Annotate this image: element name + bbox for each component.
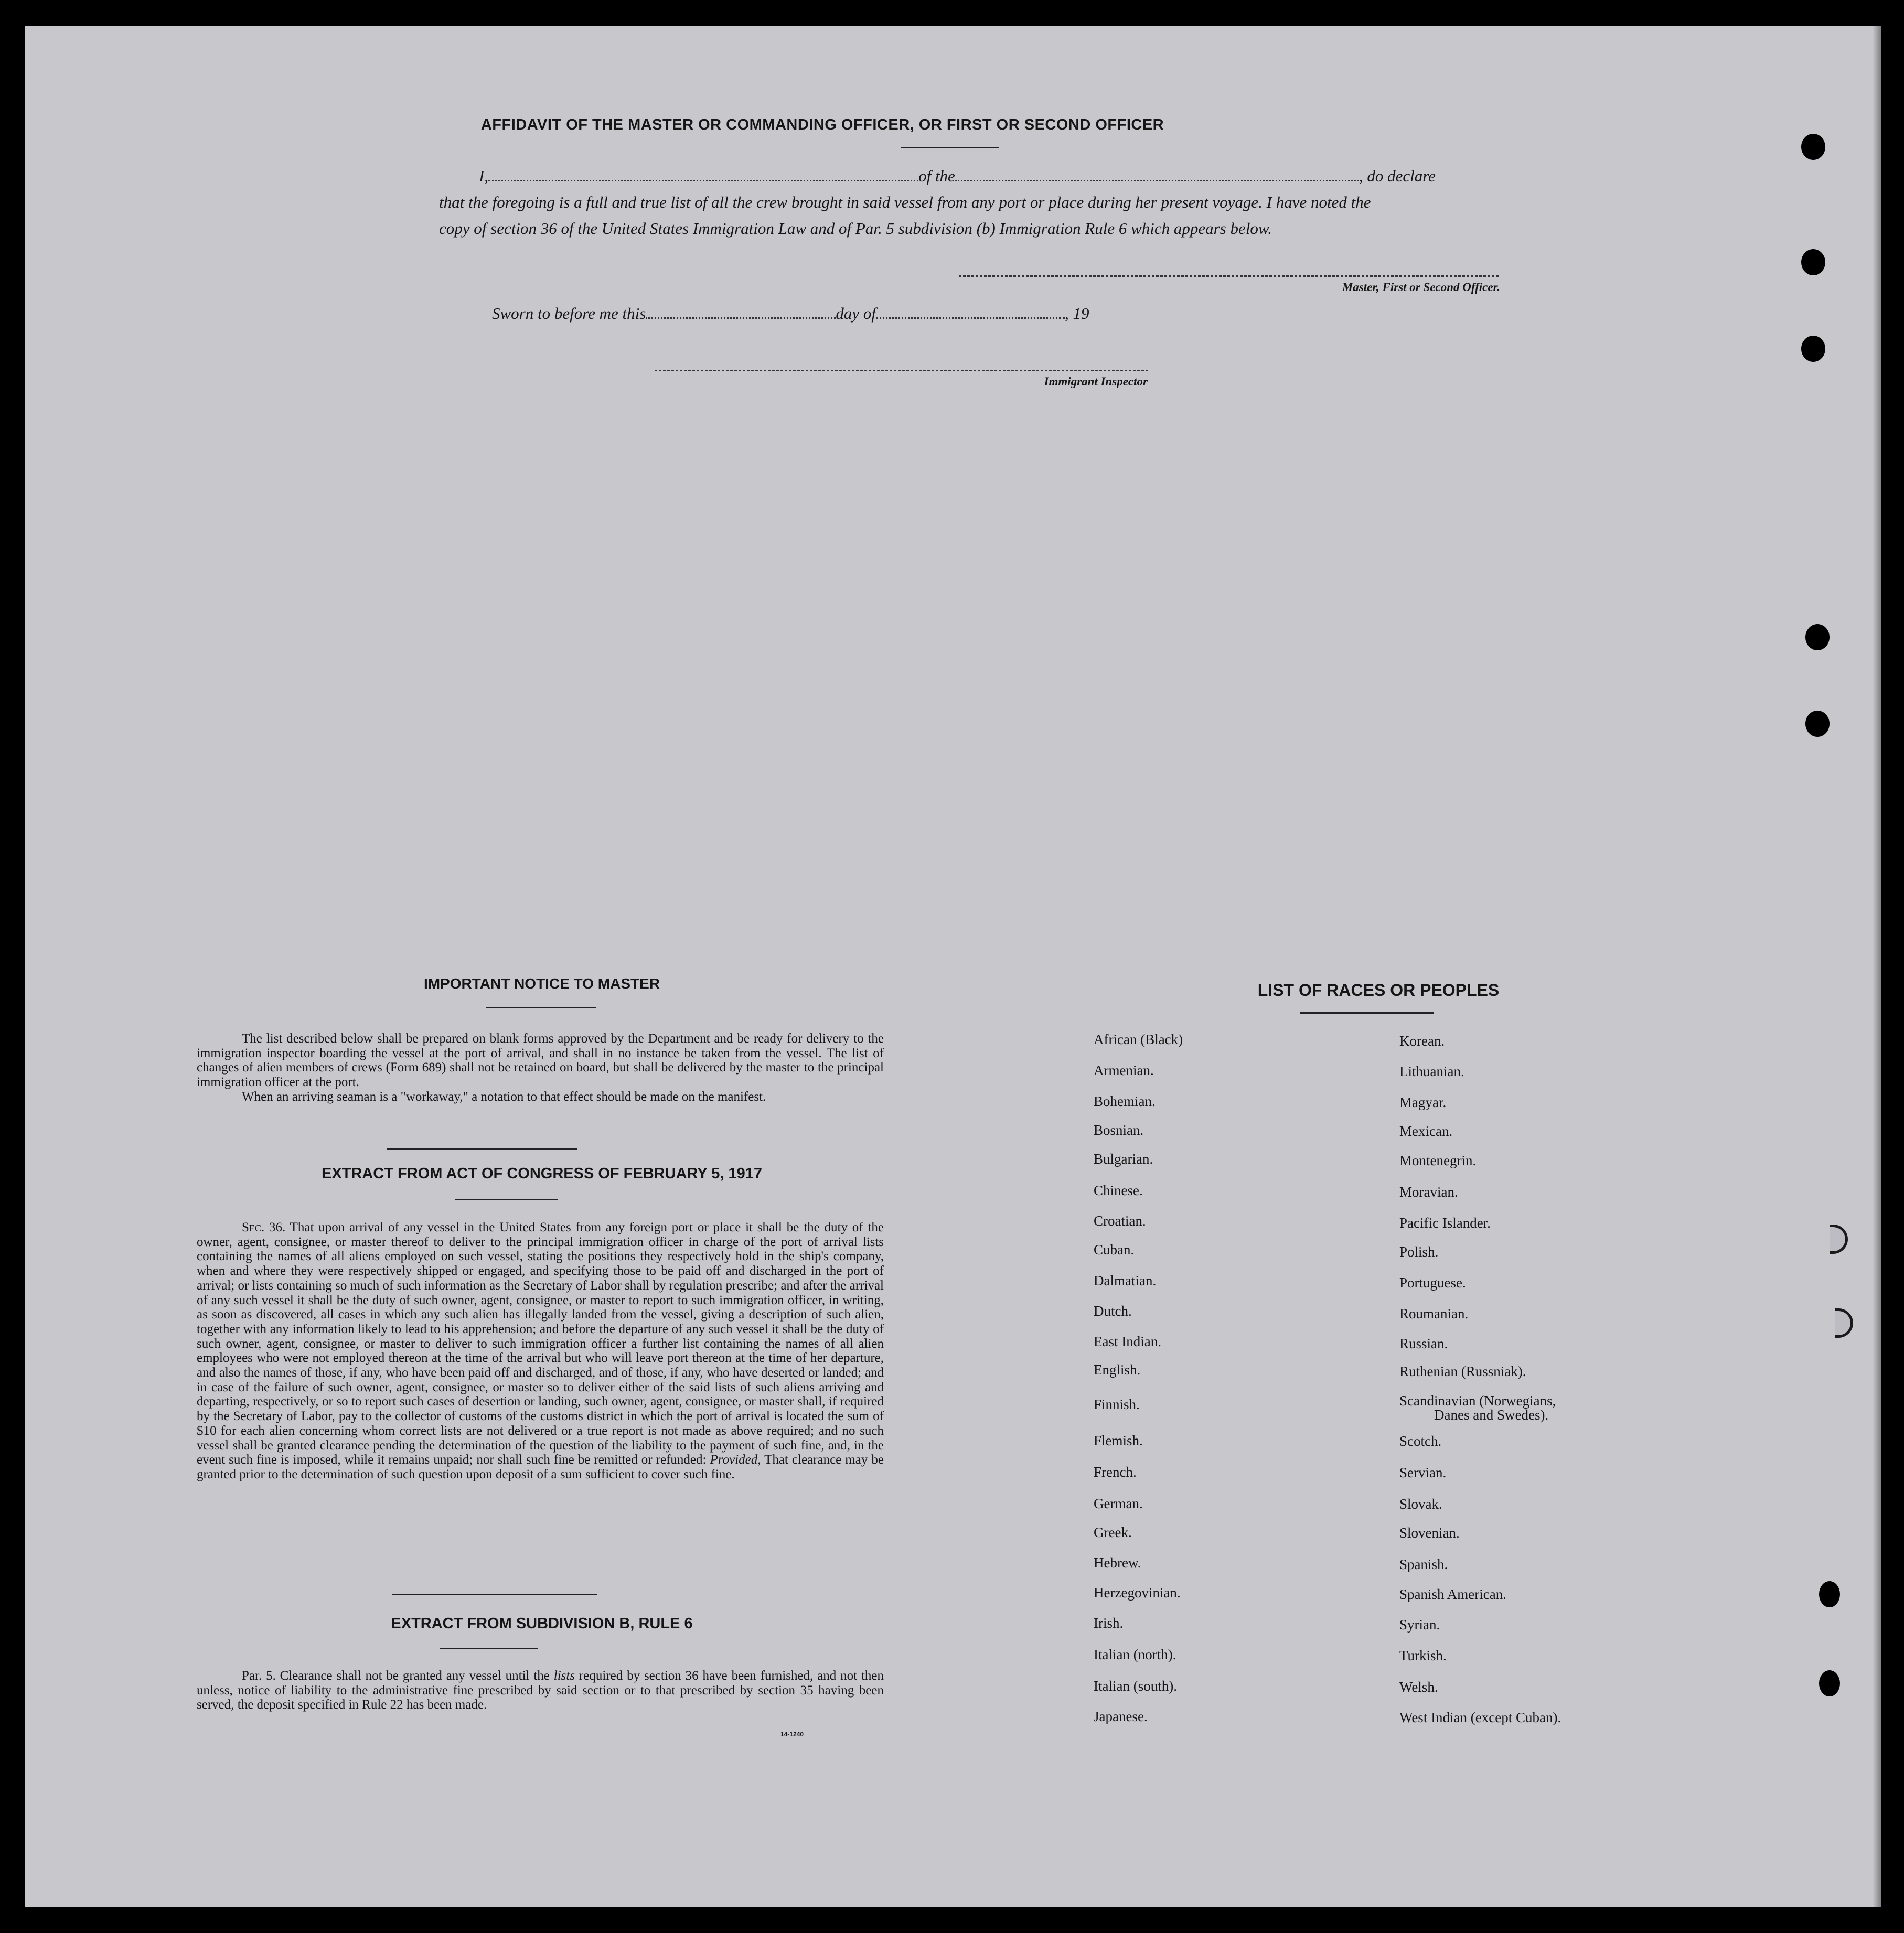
notice-paragraph-2: When an arriving seaman is a "workaway," a notation to that effect should be made on the manifest. [242, 1089, 766, 1104]
master-signature-line[interactable] [959, 275, 1500, 277]
race-item-right-1: Lithuanian. [1399, 1064, 1464, 1079]
act-top-rule [387, 1148, 577, 1150]
race-item-left-2: Bohemian. [1094, 1093, 1156, 1109]
sworn-day-field[interactable] [646, 317, 836, 319]
affidavit-of-label: of the [918, 167, 955, 185]
race-scandinavian-continued: Danes and Swedes). [1434, 1407, 1549, 1423]
race-item-right-4: Montenegrin. [1399, 1153, 1477, 1168]
race-item-right-18: Spanish American. [1399, 1586, 1506, 1602]
sworn-day-label: day of [836, 304, 876, 323]
rule-paragraph [197, 1669, 884, 1712]
race-item-left-10: East Indian. [1094, 1334, 1161, 1349]
race-item-right-0: Korean. [1399, 1033, 1445, 1049]
document-page [25, 26, 1881, 1907]
race-item-right-20: Turkish. [1399, 1648, 1447, 1663]
notice-title-rule [486, 1007, 596, 1008]
punch-hole-6 [1819, 1581, 1840, 1607]
name-field[interactable] [488, 180, 918, 181]
sworn-prefix: Sworn to before me this [492, 304, 646, 323]
notice-paragraph-1: The list described below shall be prepared on blank forms approved by the Department and be ready for delivery to the immigration inspector boarding the vessel at the port of arrival, and shall in no instance be taken from the vessel. The list of changes of alien members of crews (Form 689) shall not be retained on board, but shall be delivered by the master to the principal immigration officer at the port. [197, 1032, 884, 1090]
page-edge-shadow [1873, 26, 1881, 1907]
race-item-left-0: African (Black) [1094, 1032, 1183, 1047]
act-paragraph [197, 1220, 884, 1482]
race-item-left-12: Finnish. [1094, 1397, 1140, 1412]
race-item-left-21: Italian (south). [1094, 1678, 1177, 1694]
race-item-right-6: Pacific Islander. [1399, 1215, 1491, 1231]
rule-body [197, 1669, 884, 1712]
race-item-right-19: Syrian. [1399, 1617, 1440, 1633]
race-item-right-16: Slovenian. [1399, 1525, 1460, 1541]
act-provided: Provided, [710, 1453, 761, 1467]
race-item-left-20: Italian (north). [1094, 1647, 1176, 1662]
act-title-rule [455, 1199, 558, 1200]
races-title-rule [1300, 1012, 1434, 1014]
master-signature-label: Master, First or Second Officer. [1342, 281, 1500, 294]
act-text-end: That clearance may be granted prior to the determination of such question upon deposit of a sum sufficient to cover such fine. [197, 1453, 884, 1481]
notice-title: IMPORTANT NOTICE TO MASTER [423, 975, 660, 992]
punch-hole-3 [1801, 336, 1825, 362]
rule-text-b: required by section 36 have been furnished, and not then unless, notice of liability to the administrative fine prescribed by said section or to that prescribed by section 35 having been served, the deposit specified in Rule 22 has been made. [197, 1669, 884, 1712]
race-item-right-2: Magyar. [1399, 1094, 1447, 1110]
affidavit-declare-label: , do declare [1359, 167, 1436, 185]
punch-hole-partial-2 [1835, 1308, 1853, 1338]
race-item-left-18: Herzegovinian. [1094, 1585, 1181, 1601]
race-item-right-5: Moravian. [1399, 1184, 1458, 1200]
affidavit-i-label: I, [479, 167, 489, 185]
race-item-left-13: Flemish. [1094, 1433, 1143, 1448]
punch-hole-1 [1801, 134, 1825, 160]
act-body [197, 1220, 884, 1482]
rule-text-a: Par. 5. Clearance shall not be granted any vessel until the [242, 1669, 550, 1683]
race-item-right-15: Slovak. [1399, 1496, 1442, 1512]
race-item-left-3: Bosnian. [1094, 1122, 1144, 1138]
sworn-month-field[interactable] [876, 317, 1065, 319]
race-item-left-8: Dalmatian. [1094, 1273, 1157, 1288]
race-item-left-4: Bulgarian. [1094, 1151, 1153, 1167]
punch-hole-4 [1805, 624, 1830, 650]
punch-hole-5 [1805, 711, 1830, 737]
punch-hole-7 [1819, 1670, 1840, 1696]
rule-lists: lists [553, 1669, 575, 1683]
rule-top-rule [392, 1594, 597, 1595]
race-item-right-14: Servian. [1399, 1465, 1447, 1480]
race-item-right-17: Spanish. [1399, 1556, 1448, 1572]
affidavit-title-rule [901, 147, 999, 148]
vessel-field[interactable] [955, 180, 1359, 181]
rule-title-rule [440, 1648, 538, 1649]
races-title: LIST OF RACES OR PEOPLES [1257, 981, 1500, 1000]
race-item-right-22: West Indian (except Cuban). [1399, 1710, 1561, 1725]
race-item-right-11: Ruthenian (Russniak). [1399, 1363, 1526, 1379]
race-item-left-5: Chinese. [1094, 1183, 1143, 1198]
inspector-signature-line[interactable] [655, 370, 1148, 371]
race-item-left-16: Greek. [1094, 1524, 1132, 1540]
act-text: That upon arrival of any vessel in the United States from any foreign port or place it shall be the duty of the owner, agent, consignee, or master thereof to deliver to the principal immigration officer in charge of the port of arrival lists containing the names of all aliens employed on such vessel, stating the positions they respectively hold in the ship's company, when and where they were respectively shipped or engaged, and specifying those to be paid off and discharged in the port of arrival; or lists containing so much of such information as the Secretary of Labor shall by regulation prescribe; and after the arrival of any such vessel it shall be the duty of such owner, agent, consignee, or master to report to such immigration officer, in writing, as soon as discovered, all cases in which any such alien has illegally landed from the vessel, giving a description of such alien, together with any information likely to lead to his apprehension; and before the departure of any such vessel it shall be the duty of such owner, agent, consignee, or master to deliver to such immigration officer a further list containing the names of all alien employees who were not employed thereon at the time of the arrival but who will leave port thereon at the time of her departure, and also the names of those, if any, who have been paid off and discharged, and of those, if any, who have deserted or landed; and in case of the failure of such owner, agent, consignee, or master so to deliver either of the said lists of such aliens arriving and departing, respectively, or so to report such cases of desertion or landing, such owner, agent, consignee, or master shall, if required by the Secretary of Labor, pay to the collector of customs of the customs district in which the port of arrival is located the sum of $10 for each alien concerning whom correct lists are not delivered or a true report is not made as above required; and no such vessel shall be granted clearance pending the determination of the question of the liability to the payment of such fine, and, in the event such fine is imposed, while it remains unpaid; nor shall such fine be remitted or refunded: [197, 1220, 884, 1467]
race-item-left-1: Armenian. [1094, 1062, 1154, 1078]
affidavit-line-2: that the foregoing is a full and true list of all the crew brought in said vessel from any port or place during her present voyage. I have noted the [439, 193, 1371, 211]
race-item-right-13: Scotch. [1399, 1433, 1442, 1449]
affidavit-declaration-line [479, 167, 1499, 186]
race-item-left-11: English. [1094, 1362, 1141, 1378]
race-item-right-7: Polish. [1399, 1244, 1439, 1260]
race-item-right-3: Mexican. [1399, 1123, 1453, 1139]
race-item-right-8: Portuguese. [1399, 1275, 1466, 1291]
race-item-left-15: German. [1094, 1496, 1143, 1511]
race-item-left-6: Croatian. [1094, 1213, 1146, 1229]
notice-body [197, 1032, 884, 1104]
race-item-left-7: Cuban. [1094, 1242, 1135, 1258]
race-item-left-17: Hebrew. [1094, 1555, 1141, 1571]
sworn-line [492, 304, 1089, 323]
race-item-right-10: Russian. [1399, 1336, 1448, 1351]
sworn-year-label: , 19 [1064, 304, 1089, 323]
form-number: 14-1240 [780, 1731, 804, 1738]
race-item-left-9: Dutch. [1094, 1303, 1132, 1319]
race-item-right-9: Roumanian. [1399, 1306, 1469, 1322]
race-item-right-21: Welsh. [1399, 1679, 1438, 1695]
race-item-right-12: Scandinavian (Norwegians, [1399, 1393, 1556, 1409]
rule-title: EXTRACT FROM SUBDIVISION B, RULE 6 [391, 1615, 693, 1632]
act-title: EXTRACT FROM ACT OF CONGRESS OF FEBRUARY 5, 1917 [321, 1165, 763, 1182]
race-item-left-22: Japanese. [1094, 1709, 1148, 1724]
inspector-label: Immigrant Inspector [1044, 375, 1148, 388]
race-item-left-19: Irish. [1094, 1615, 1124, 1631]
act-section-label: Sec. 36. [242, 1220, 286, 1234]
punch-hole-partial-1 [1830, 1225, 1848, 1254]
punch-hole-2 [1801, 249, 1825, 275]
race-item-left-14: French. [1094, 1464, 1137, 1480]
affidavit-title: AFFIDAVIT OF THE MASTER OR COMMANDING OFFICER, OR FIRST OR SECOND OFFICER [480, 116, 1164, 133]
affidavit-line-3: copy of section 36 of the United States Immigration Law and of Par. 5 subdivision (b) Immigration Rule 6 which appears below. [439, 219, 1272, 238]
